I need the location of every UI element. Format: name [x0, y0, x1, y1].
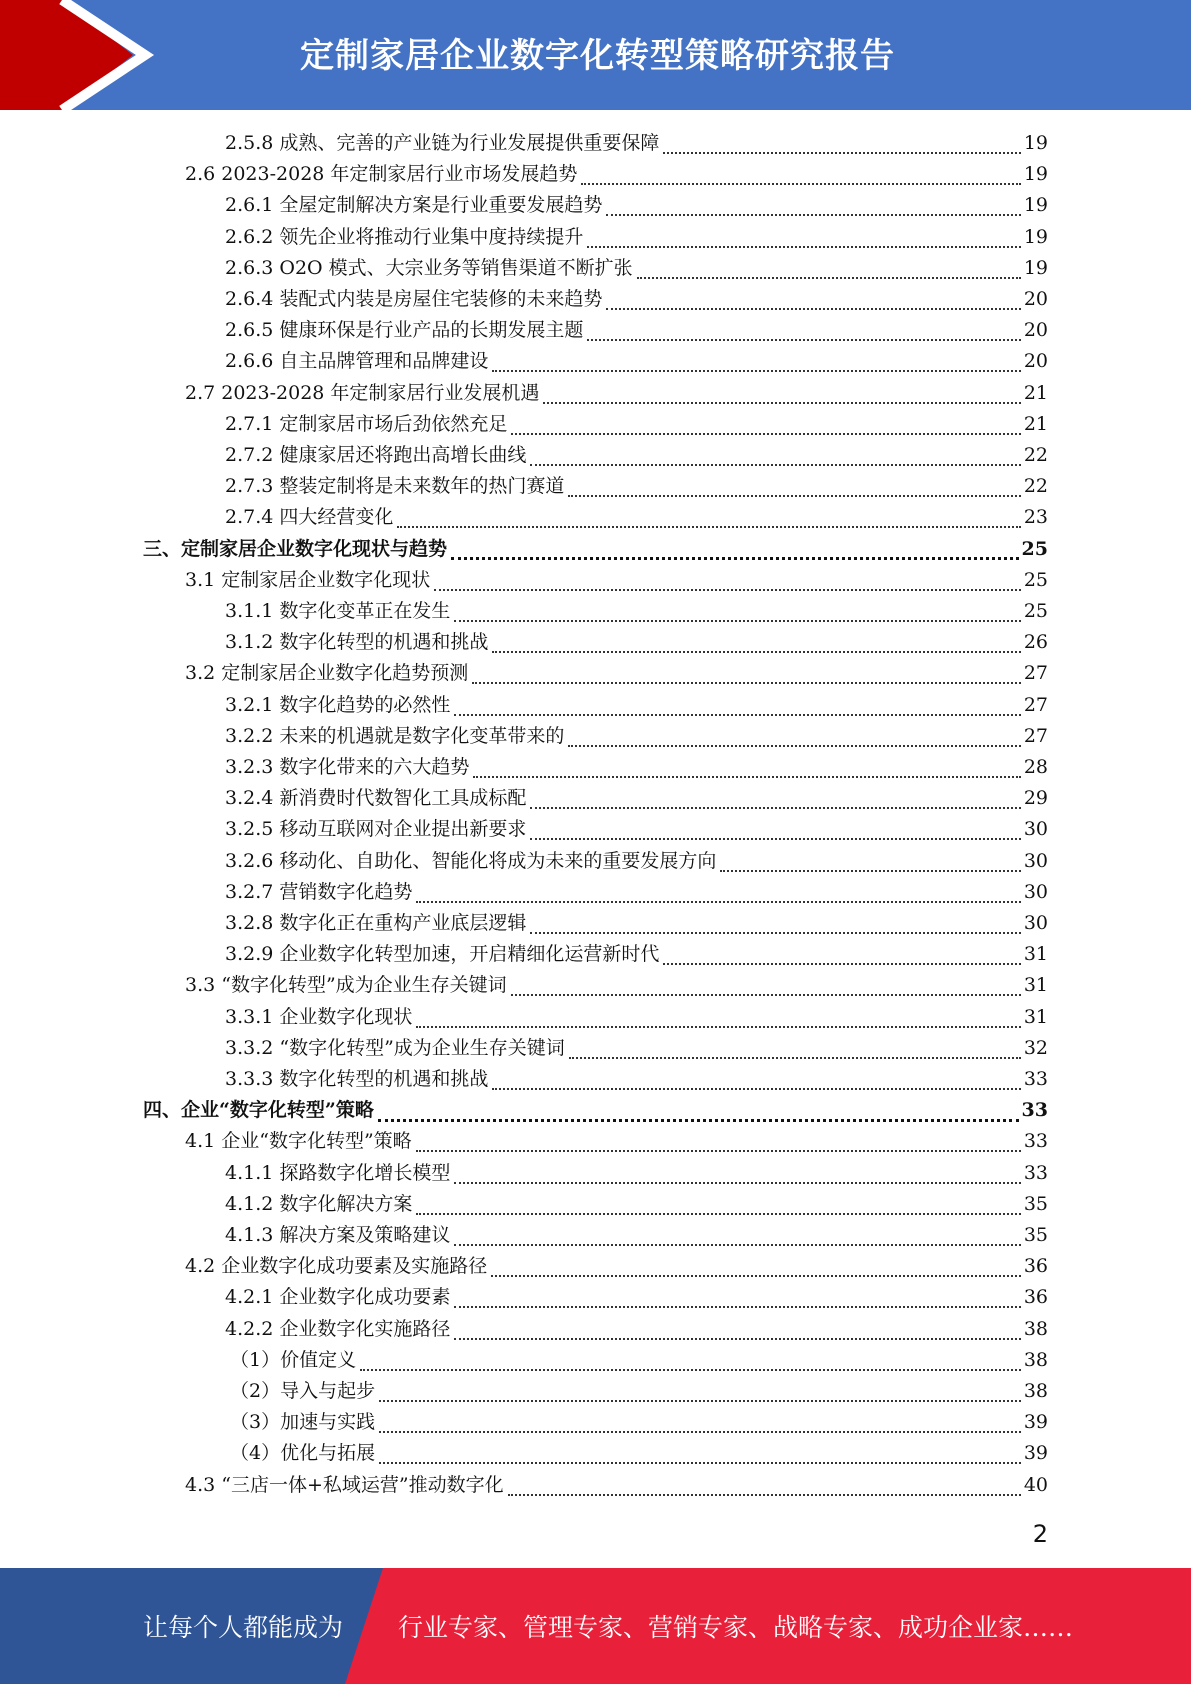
- toc-entry-title: 3.2.3 数字化带来的六大趋势: [225, 756, 470, 778]
- toc-entry[interactable]: [225, 253, 1048, 284]
- toc-dot-leader: [569, 1056, 1021, 1059]
- toc-entry[interactable]: [225, 690, 1048, 721]
- toc-entry-page: 29: [1023, 787, 1048, 810]
- toc-entry-page: 38: [1023, 1317, 1048, 1340]
- toc-entry-page: 21: [1023, 381, 1048, 404]
- toc-entry-title: 3.3 “数字化转型”成为企业生存关键词: [185, 974, 507, 997]
- toc-dot-leader: [454, 1243, 1020, 1246]
- toc-entry-page: 27: [1023, 693, 1048, 716]
- toc-entry-title: 2.7.1 定制家居市场后劲依然充足: [225, 412, 508, 435]
- toc-entry[interactable]: [225, 440, 1048, 471]
- toc-entry-title: 4.1 企业“数字化转型”策略: [185, 1130, 412, 1153]
- header-red-chevron: [0, 0, 133, 110]
- toc-entry-page: 30: [1023, 912, 1048, 934]
- toc-dot-leader: [397, 525, 1020, 528]
- toc-entry-page: 19: [1023, 132, 1048, 154]
- toc-dot-leader: [530, 837, 1020, 840]
- toc-dot-leader: [473, 775, 1020, 778]
- toc-entry-page: 33: [1023, 1161, 1048, 1184]
- toc-entry-page: 23: [1023, 506, 1048, 529]
- toc-entry[interactable]: [185, 658, 1048, 689]
- toc-dot-leader: [416, 1212, 1020, 1215]
- toc-entry-page: 22: [1023, 444, 1048, 466]
- toc-entry-page: 39: [1023, 1411, 1048, 1434]
- toc-dot-leader: [472, 681, 1021, 684]
- page-header: [0, 0, 1191, 110]
- toc-entry[interactable]: [225, 752, 1048, 783]
- toc-entry[interactable]: [185, 1126, 1048, 1157]
- toc-entry-page: 19: [1023, 225, 1048, 248]
- toc-entry-page: 30: [1023, 818, 1048, 841]
- toc-dot-leader: [492, 650, 1020, 653]
- toc-entry-page: 19: [1023, 256, 1048, 279]
- toc-dot-leader: [379, 1461, 1021, 1464]
- toc-entry-title: 3.3.2 “数字化转型”成为企业生存关键词: [225, 1036, 565, 1059]
- toc-entry-page: 25: [1021, 537, 1048, 560]
- footer-slogan-right: 行业专家、管理专家、营销专家、战略专家、成功企业家……: [398, 1613, 1074, 1642]
- toc-entry-page: 26: [1023, 631, 1048, 654]
- toc-entry[interactable]: [225, 908, 1048, 939]
- toc-entry-page: 40: [1023, 1473, 1048, 1496]
- toc-dot-leader: [606, 213, 1020, 216]
- toc-dot-leader: [454, 1337, 1020, 1340]
- toc-entry-title: 3.2.6 移动化、自助化、智能化将成为未来的重要发展方向: [225, 849, 717, 872]
- toc-entry-title: 3.2.7 营销数字化趋势: [225, 880, 413, 903]
- toc-entry-page: 21: [1023, 412, 1048, 435]
- toc-entry-title: 4.2.1 企业数字化成功要素: [225, 1286, 451, 1309]
- toc-entry-title: 2.6.4 装配式内装是房屋住宅装修的未来趋势: [225, 288, 603, 310]
- toc-entry-page: 32: [1023, 1036, 1048, 1059]
- toc-entry[interactable]: [225, 128, 1048, 159]
- toc-entry-page: 20: [1023, 350, 1048, 373]
- toc-entry[interactable]: [225, 627, 1048, 658]
- toc-dot-leader: [492, 1087, 1020, 1090]
- toc-dot-leader: [530, 463, 1020, 466]
- toc-entry-title: 四、企业“数字化转型”策略: [143, 1099, 374, 1122]
- toc-dot-leader: [511, 432, 1020, 435]
- toc-entry-page: 31: [1023, 943, 1048, 966]
- toc-entry-page: 36: [1023, 1286, 1048, 1309]
- toc-dot-leader: [378, 1118, 1019, 1122]
- toc-entry-title: （4）优化与拓展: [230, 1442, 376, 1465]
- toc-entry[interactable]: [225, 190, 1048, 221]
- toc-entry-title: 3.1.1 数字化变革正在发生: [225, 600, 451, 622]
- toc-dot-leader: [581, 182, 1020, 185]
- toc-dot-leader: [454, 1305, 1020, 1308]
- toc-entry-title: 2.7.2 健康家居还将跑出高增长曲线: [225, 444, 527, 466]
- toc-entry[interactable]: [225, 1314, 1048, 1345]
- toc-entry-page: 30: [1023, 880, 1048, 903]
- toc-entry-page: 33: [1023, 1068, 1048, 1090]
- toc-entry-page: 38: [1023, 1380, 1048, 1402]
- toc-dot-leader: [606, 307, 1020, 310]
- toc-entry-title: （3）加速与实践: [230, 1411, 376, 1434]
- toc-entry[interactable]: [230, 1345, 1048, 1376]
- toc-entry[interactable]: [225, 409, 1048, 440]
- toc-dot-leader: [454, 713, 1020, 716]
- toc-entry[interactable]: [185, 159, 1048, 190]
- toc-entry-title: 3.2.2 未来的机遇就是数字化变革带来的: [225, 724, 565, 747]
- toc-entry-title: 4.1.3 解决方案及策略建议: [225, 1224, 451, 1246]
- toc-entry[interactable]: [225, 1220, 1048, 1251]
- toc-entry-title: 3.1.2 数字化转型的机遇和挑战: [225, 631, 489, 654]
- toc-entry-page: 22: [1023, 475, 1048, 498]
- toc-dot-leader: [568, 744, 1020, 747]
- toc-entry[interactable]: [225, 502, 1048, 533]
- toc-entry-title: 2.5.8 成熟、完善的产业链为行业发展提供重要保障: [225, 132, 660, 154]
- toc-entry-page: 27: [1023, 662, 1048, 685]
- toc-entry[interactable]: [225, 596, 1048, 627]
- toc-entry[interactable]: [225, 1189, 1048, 1220]
- toc-entry[interactable]: [225, 846, 1048, 877]
- toc-dot-leader: [587, 338, 1020, 341]
- toc-entry-page: 27: [1023, 724, 1048, 747]
- toc-entry[interactable]: [230, 1438, 1048, 1469]
- toc-entry-title: 2.7.4 四大经营变化: [225, 506, 394, 529]
- toc-dot-leader: [491, 1274, 1021, 1277]
- toc-dot-leader: [434, 588, 1021, 591]
- toc-dot-leader: [416, 1149, 1021, 1152]
- toc-entry[interactable]: [230, 1407, 1048, 1438]
- toc-entry[interactable]: [185, 970, 1048, 1001]
- toc-entry-page: 33: [1021, 1099, 1048, 1122]
- toc-dot-leader: [454, 619, 1020, 622]
- toc-chapter-entry[interactable]: [143, 534, 1048, 565]
- toc-dot-leader: [543, 401, 1020, 404]
- toc-entry-title: 3.2.8 数字化正在重构产业底层逻辑: [225, 912, 527, 934]
- toc-entry-title: 3.2.9 企业数字化转型加速，开启精细化运营新时代: [225, 943, 660, 966]
- page-number: 2: [1032, 1520, 1048, 1548]
- toc-entry-page: 38: [1023, 1348, 1048, 1371]
- toc-entry[interactable]: [225, 1158, 1048, 1189]
- toc-entry-title: 2.6.3 O2O 模式、大宗业务等销售渠道不断扩张: [225, 256, 633, 279]
- toc-dot-leader: [720, 869, 1020, 872]
- toc-entry-title: 4.2.2 企业数字化实施路径: [225, 1317, 451, 1340]
- toc-entry-page: 25: [1023, 600, 1048, 622]
- toc-entry[interactable]: [225, 783, 1048, 814]
- toc-dot-leader: [530, 931, 1020, 934]
- footer-slogan-left: 让每个人都能成为: [143, 1613, 344, 1642]
- toc-entry-page: 31: [1023, 1005, 1048, 1028]
- document-title: 定制家居企业数字化转型策略研究报告: [300, 36, 895, 76]
- toc-entry-page: 20: [1023, 288, 1048, 310]
- toc-entry[interactable]: [225, 1064, 1048, 1095]
- toc-dot-leader: [587, 245, 1020, 248]
- toc-entry-title: 2.6.1 全屋定制解决方案是行业重要发展趋势: [225, 194, 603, 217]
- toc-entry-title: 2.7 2023-2028 年定制家居行业发展机遇: [185, 381, 540, 404]
- toc-entry-title: 2.6.5 健康环保是行业产品的长期发展主题: [225, 319, 584, 342]
- toc-entry-title: 3.3.3 数字化转型的机遇和挑战: [225, 1068, 489, 1090]
- toc-entry[interactable]: [225, 315, 1048, 346]
- toc-entry[interactable]: [225, 814, 1048, 845]
- toc-dot-leader: [451, 556, 1019, 560]
- toc-dot-leader: [379, 1430, 1021, 1433]
- toc-dot-leader: [416, 900, 1020, 903]
- toc-entry-title: 3.2 定制家居企业数字化趋势预测: [185, 662, 469, 685]
- toc-entry[interactable]: [225, 877, 1048, 908]
- toc-entry-title: 3.1 定制家居企业数字化现状: [185, 568, 431, 591]
- toc-entry[interactable]: [225, 471, 1048, 502]
- toc-entry[interactable]: [185, 565, 1048, 596]
- toc-entry[interactable]: [225, 1282, 1048, 1313]
- toc-dot-leader: [416, 1025, 1020, 1028]
- toc-chapter-entry[interactable]: [143, 1095, 1048, 1126]
- toc-entry-title: 2.6 2023-2028 年定制家居行业市场发展趋势: [185, 163, 578, 186]
- toc-entry[interactable]: [230, 1376, 1048, 1407]
- toc-entry-page: 35: [1023, 1224, 1048, 1246]
- toc-dot-leader: [492, 369, 1020, 372]
- toc-dot-leader: [511, 993, 1021, 996]
- toc-entry-title: 2.6.6 自主品牌管理和品牌建设: [225, 350, 489, 373]
- toc-entry[interactable]: [225, 939, 1048, 970]
- toc-dot-leader: [568, 494, 1020, 497]
- toc-entry-title: 3.2.5 移动互联网对企业提出新要求: [225, 818, 527, 841]
- toc-entry-title: （2）导入与起步: [230, 1380, 376, 1402]
- toc-entry-title: 2.6.2 领先企业将推动行业集中度持续提升: [225, 225, 584, 248]
- toc-entry-title: 4.2 企业数字化成功要素及实施路径: [185, 1255, 488, 1278]
- toc-entry[interactable]: [225, 346, 1048, 377]
- toc-entry[interactable]: [185, 1251, 1048, 1282]
- toc-entry-page: 35: [1023, 1192, 1048, 1215]
- toc-entry[interactable]: [185, 378, 1048, 409]
- toc-entry[interactable]: [225, 284, 1048, 315]
- toc-entry[interactable]: [225, 1033, 1048, 1064]
- toc-entry-page: 30: [1023, 849, 1048, 872]
- toc-entry-title: （1）价值定义: [230, 1348, 357, 1371]
- toc-entry-title: 三、定制家居企业数字化现状与趋势: [143, 537, 448, 560]
- toc-dot-leader: [379, 1399, 1021, 1402]
- toc-entry-page: 19: [1023, 194, 1048, 217]
- toc-entry-page: 36: [1023, 1255, 1048, 1278]
- toc-entry-page: 20: [1023, 319, 1048, 342]
- toc-entry[interactable]: [185, 1470, 1048, 1501]
- toc-dot-leader: [454, 1181, 1020, 1184]
- toc-entry[interactable]: [225, 721, 1048, 752]
- toc-entry-title: 3.2.1 数字化趋势的必然性: [225, 693, 451, 716]
- toc-entry-page: 28: [1023, 756, 1048, 778]
- toc-entry-page: 25: [1023, 568, 1048, 591]
- toc-entry-title: 3.3.1 企业数字化现状: [225, 1005, 413, 1028]
- toc-dot-leader: [663, 151, 1020, 154]
- toc-entry-page: 39: [1023, 1442, 1048, 1465]
- toc-dot-leader: [637, 276, 1021, 279]
- toc-entry-title: 4.1.1 探路数字化增长模型: [225, 1161, 451, 1184]
- toc-dot-leader: [663, 962, 1020, 965]
- toc-entry-page: 19: [1023, 163, 1048, 186]
- toc-entry-title: 3.2.4 新消费时代数智化工具成标配: [225, 787, 527, 810]
- toc-entry[interactable]: [225, 1002, 1048, 1033]
- toc-entry-page: 33: [1023, 1130, 1048, 1153]
- toc-dot-leader: [360, 1368, 1021, 1371]
- toc-entry-title: 2.7.3 整装定制将是未来数年的热门赛道: [225, 475, 565, 498]
- toc-dot-leader: [508, 1493, 1021, 1496]
- toc-dot-leader: [530, 806, 1020, 809]
- toc-entry-title: 4.3 “三店一体+私域运营”推动数字化: [185, 1473, 504, 1496]
- toc-entry-title: 4.1.2 数字化解决方案: [225, 1192, 413, 1215]
- page-footer: [0, 1568, 1191, 1684]
- toc-entry-page: 31: [1023, 974, 1048, 997]
- toc-entry[interactable]: [225, 222, 1048, 253]
